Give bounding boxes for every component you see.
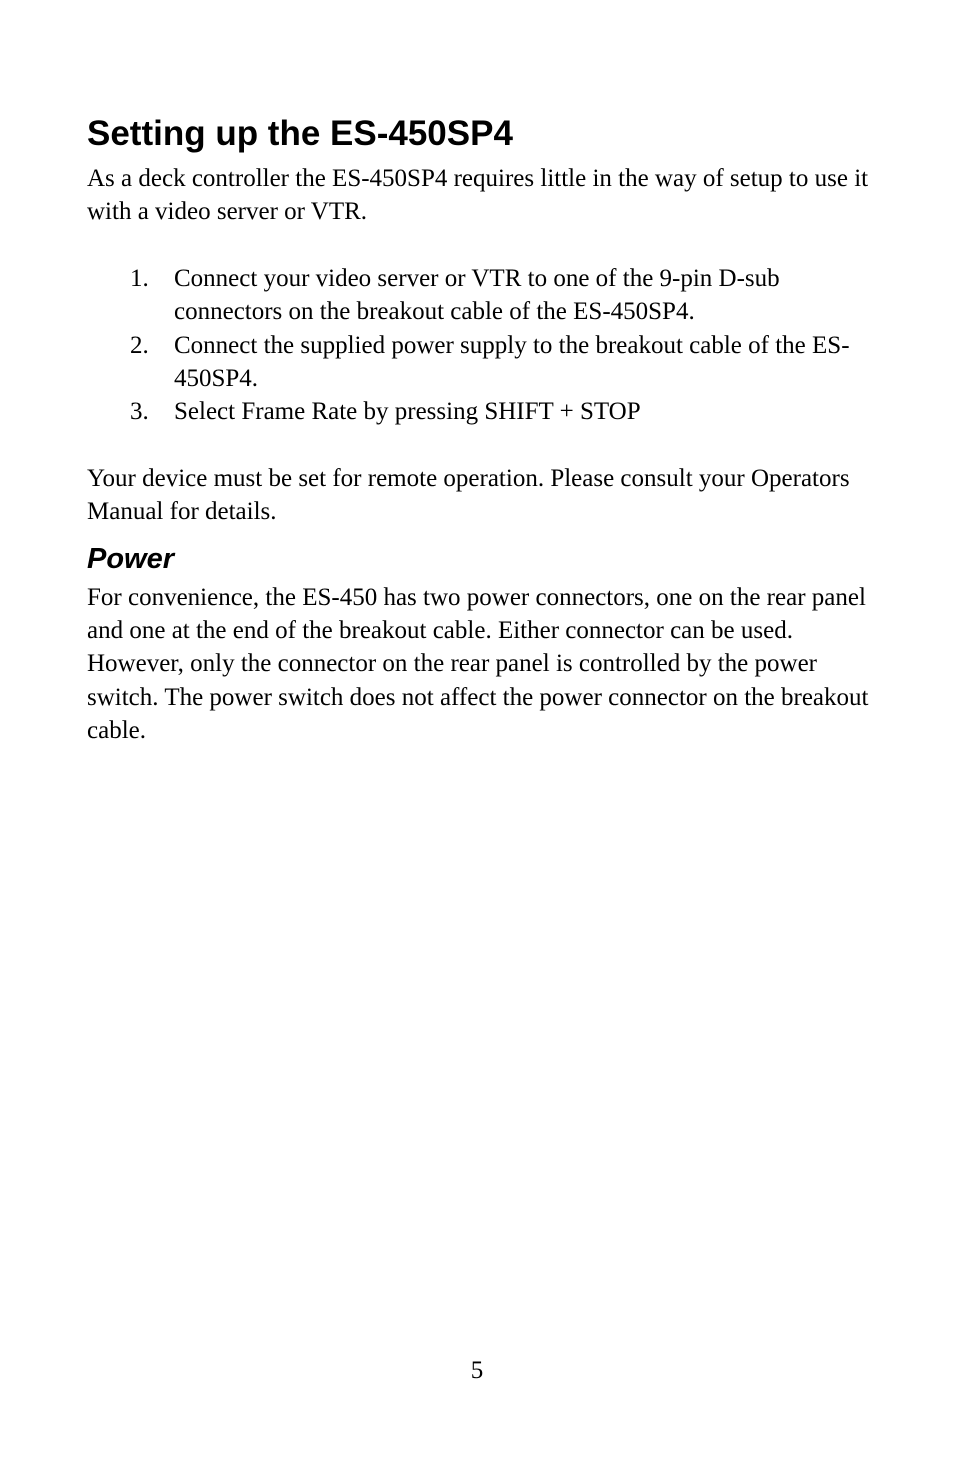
setup-intro-paragraph: As a deck controller the ES-450SP4 requires little in the way of setup to use it with a video server or VTR.	[87, 165, 869, 226]
step-number: 3.	[130, 398, 149, 426]
section-title-setup: Setting up the ES-450SP4	[87, 114, 513, 153]
list-item	[87, 395, 877, 428]
step-text: Connect your video server or VTR to one of the 9-pin D-sub connectors on the breakout cable of the ES-450SP4.	[174, 264, 780, 326]
list-item	[87, 329, 877, 396]
power-paragraph: For convenience, the ES-450 has two power connectors, one on the rear panel and one at the end of the breakout cable. Either connector can be used. However, only the connector on the rear panel is controlled by the power switch. The power switch does not affect the power connector on the breakout cable.	[87, 583, 869, 745]
setup-steps-list	[87, 262, 877, 429]
document-page	[87, 112, 877, 748]
page-number: 5	[470, 1357, 484, 1384]
step-text: Connect the supplied power supply to the breakout cable of the ES-450SP4.	[174, 331, 850, 393]
step-text: Select Frame Rate by pressing SHIFT + STOP	[174, 398, 641, 426]
remote-operation-note: Your device must be set for remote operation. Please consult your Operators Manual for details.	[87, 464, 850, 526]
list-item	[87, 262, 877, 329]
section-title-power: Power	[87, 542, 175, 575]
step-number: 1.	[130, 264, 149, 292]
step-number: 2.	[130, 331, 149, 359]
